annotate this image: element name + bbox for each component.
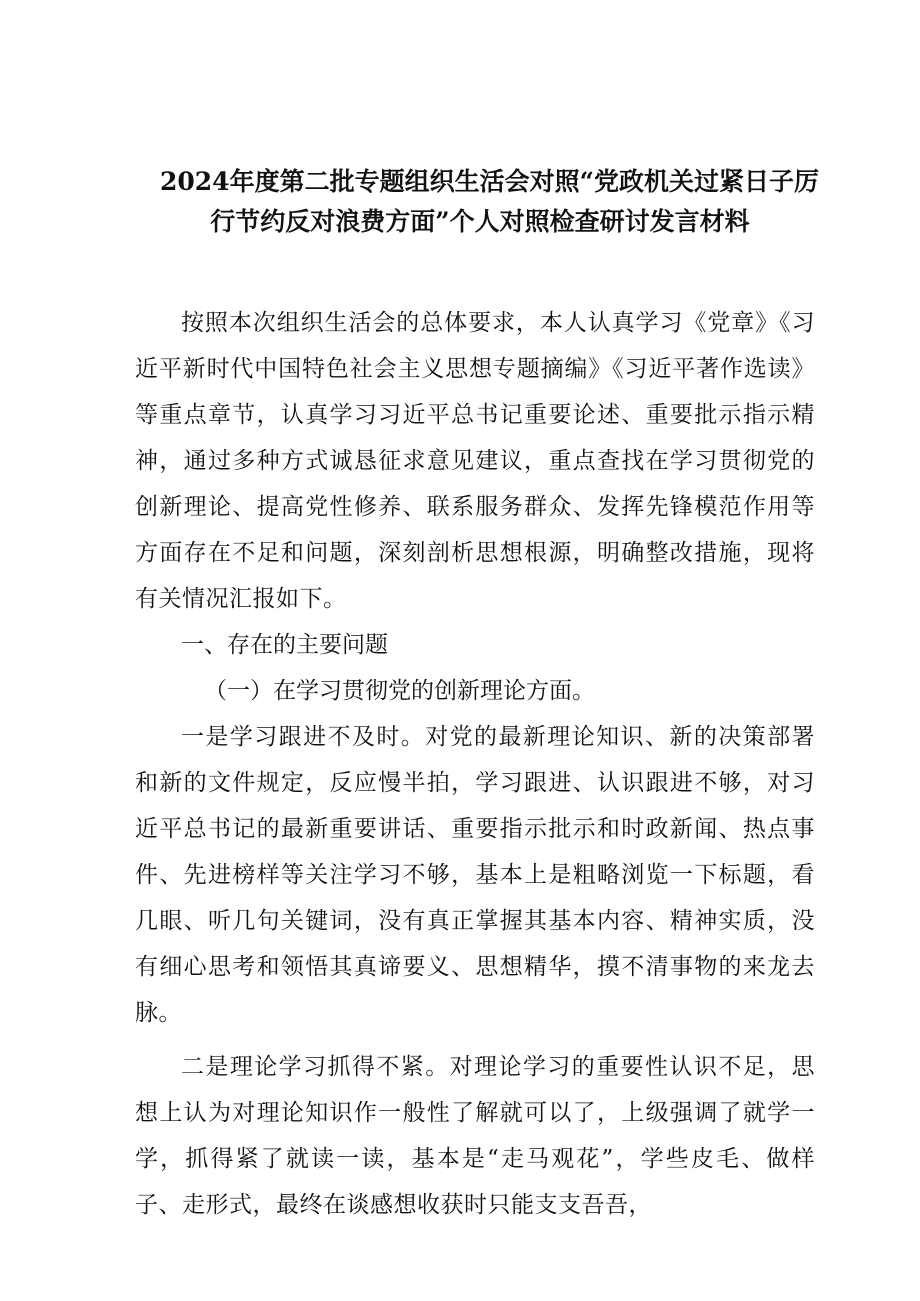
paragraph-point-2: 二是理论学习抓得不紧。对理论学习的重要性认识不足，思想上认为对理论知识作一般性了解就可以了，上级强调了就学一学，抓得紧了就读一读，基本是“走马观花”，学些皮毛、做样子、走形式，最终在谈感想收获时只能支支吾吾， (135, 1054, 815, 1218)
title-line-2: 行节约反对浪费方面”个人对照检查研讨发言材料 (210, 207, 750, 236)
intro-paragraph: 按照本次组织生活会的总体要求，本人认真学习《党章》《习近平新时代中国特色社会主义思想专题摘编》《习近平著作选读》等重点章节，认真学习习近平总书记重要论述、重要批示指示精神，通过多种方式诚恳征求意见建议，重点查找在学习贯彻党的创新理论、提高党性修养、联系服务群众、发挥先锋模范作用等方面存在不足和问题，深刻剖析思想根源，明确整改措施，现将有关情况汇报如下。 (135, 310, 815, 612)
paragraph-point-1: 一是学习跟进不及时。对党的最新理论知识、新的决策部署和新的文件规定，反应慢半拍，学习跟进、认识跟进不够，对习近平总书记的最新重要讲话、重要指示批示和时政新闻、热点事件、先进榜样等关注学习不够，基本上是粗略浏览一下标题，看几眼、听几句关键词，没有真正掌握其基本内容、精神实质，没有细心思考和领悟其真谛要义、思想精华，摸不清事物的来龙去脉。 (135, 724, 815, 1026)
subsection-heading-theory: （一）在学习贯彻党的创新理论方面。 (204, 678, 595, 704)
document-title (160, 162, 819, 242)
section-heading-problems: 一、存在的主要问题 (181, 632, 388, 658)
paragraph-spacer (135, 1036, 815, 1044)
title-line-1: 2024年度第二批专题组织生活会对照“党政机关过紧日子厉 (160, 167, 819, 196)
document-body (135, 300, 815, 1228)
